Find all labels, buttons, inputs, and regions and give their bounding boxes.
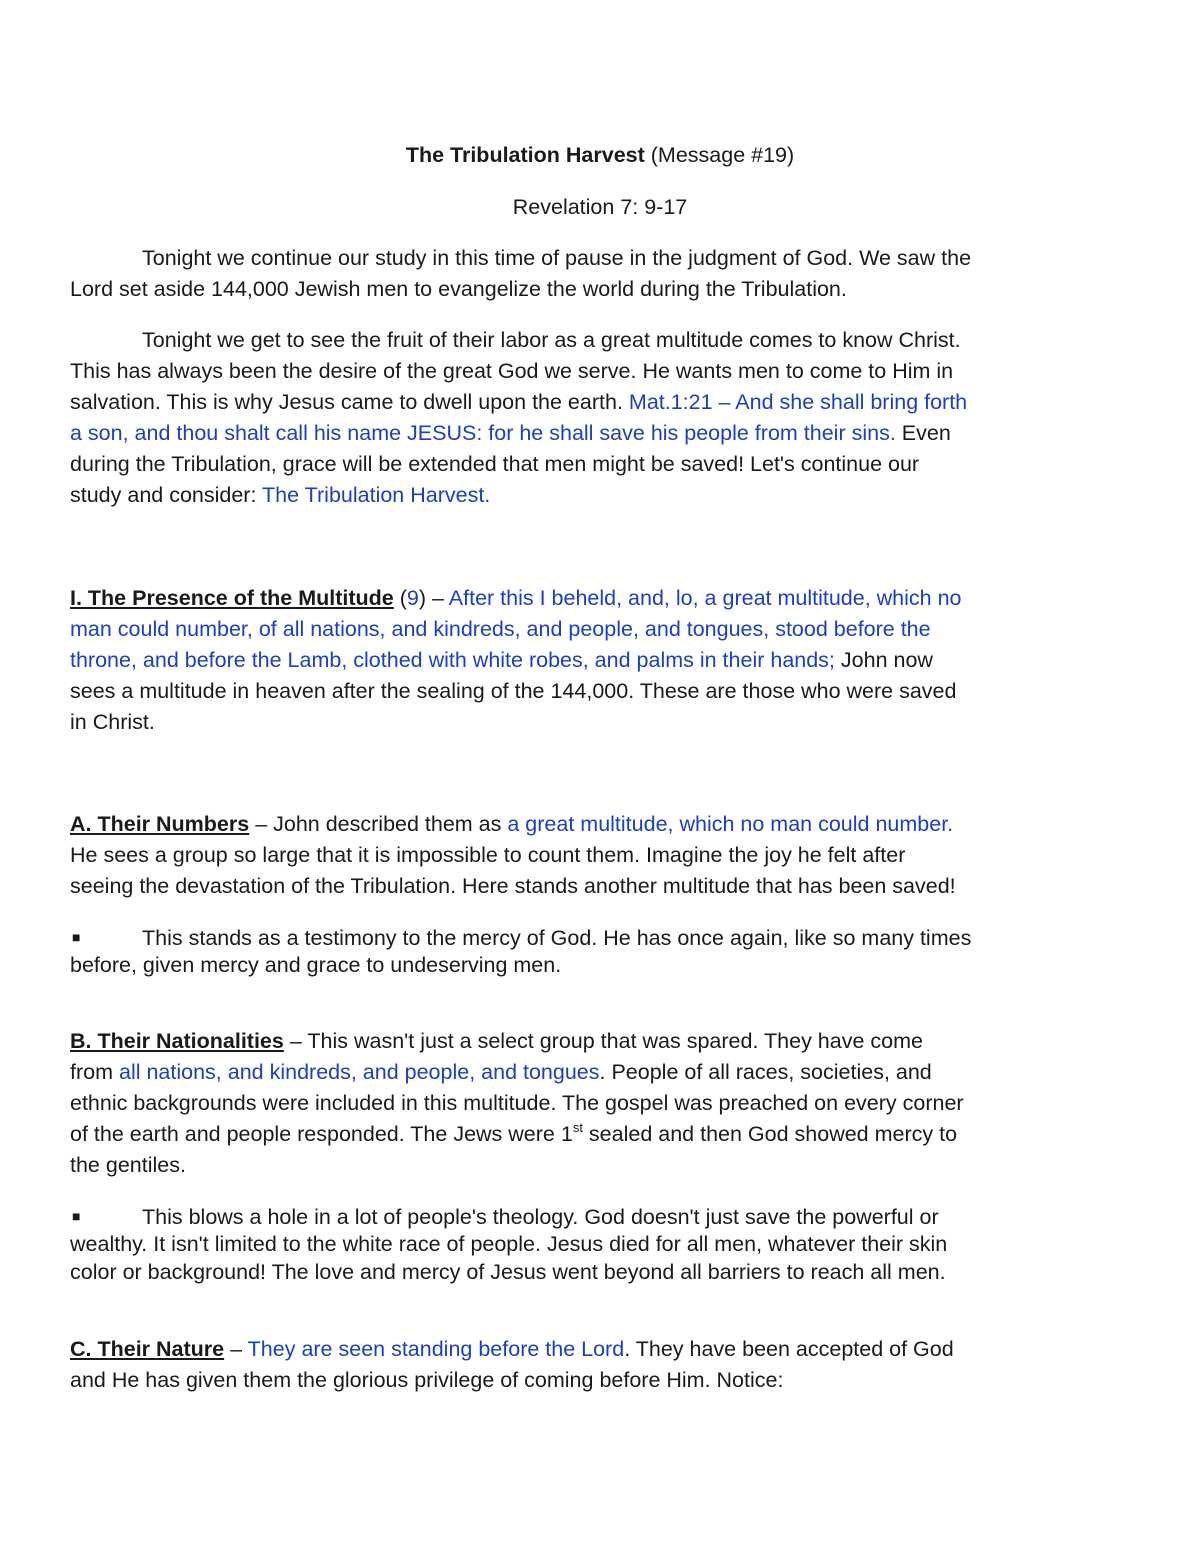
intro-p2-line3	[70, 389, 967, 415]
sectionB-line4	[70, 1121, 957, 1147]
bullet-icon: ■	[72, 929, 81, 945]
sectionC-line1	[70, 1336, 954, 1362]
sectionC-heading: C. Their Nature	[70, 1337, 225, 1361]
sectionB-line2-from: from	[70, 1060, 113, 1084]
section1-dash: –	[432, 586, 444, 610]
section1-line3	[70, 647, 933, 673]
sectionB-bullet-line3: color or background! The love and mercy of Jesus went beyond all barriers to reach all men.	[70, 1260, 946, 1284]
sectionB-heading: B. Their Nationalities	[70, 1029, 284, 1053]
document-title	[0, 142, 1200, 168]
verse-paren-open: (	[399, 586, 407, 610]
verse-paren-close: )	[418, 586, 427, 610]
matthew-verse-end: a son, and thou shalt call his name JESUS: for he shall save his people from their sins.	[70, 421, 896, 445]
sectionB-line4-text-a: of the earth and people responded. The Jews were 1	[70, 1122, 573, 1146]
section1-heading: I. The Presence of the Multitude	[70, 586, 394, 610]
intro-p1-line1: Tonight we continue our study in this time of pause in the judgment of God. We saw the	[142, 246, 972, 270]
title-bold: The Tribulation Harvest	[405, 143, 645, 167]
intro-p2-line4	[70, 420, 951, 446]
intro-p2-line6	[70, 482, 490, 508]
sectionB-line1-text: – This wasn't just a select group that was spared. They have come	[289, 1029, 923, 1053]
section1-verse-line1: After this I beheld, and, lo, a great multitude, which no	[448, 586, 962, 610]
sectionB-bullet-text1: This blows a hole in a lot of people's theology. God doesn't just save the powerful or	[142, 1205, 939, 1229]
sectionA-line1-text: – John described them as	[255, 812, 502, 836]
sectionC-verse: They are seen standing before the Lord	[247, 1337, 625, 1361]
sectionB-line2-text: . People of all races, societies, and	[599, 1060, 932, 1084]
intro-p2-line1: Tonight we get to see the fruit of their labor as a great multitude comes to know Christ.	[142, 328, 961, 352]
sectionB-verse: all nations, and kindreds, and people, and tongues	[118, 1060, 600, 1084]
section1-line3-text: John now	[840, 648, 933, 672]
intro-p2-line3-text: salvation. This is why Jesus came to dwell upon the earth.	[70, 390, 623, 414]
verse-number: 9	[406, 586, 419, 610]
sectionA-verse: a great multitude, which no man could number.	[507, 812, 954, 836]
sectionB-line5: the gentiles.	[70, 1153, 186, 1177]
scripture-reference: Revelation 7: 9-17	[512, 195, 688, 219]
sectionB-bullet-line2: wealthy. It isn't limited to the white race of people. Jesus died for all men, whatever their skin	[70, 1232, 948, 1256]
sectionB-line2	[70, 1059, 932, 1085]
sectionC-line1-text: . They have been accepted of God	[624, 1337, 954, 1361]
sectionA-line2: He sees a group so large that it is impossible to count them. Imagine the joy he felt after	[70, 843, 906, 867]
section1-line4: sees a multitude in heaven after the sealing of the 144,000. These are those who were saved	[70, 679, 957, 703]
sectionA-bullet-line2: before, given mercy and grace to undeserving men.	[70, 953, 562, 977]
intro-p2-line2: This has always been the desire of the great God we serve. He wants men to come to Him in	[70, 359, 954, 383]
section1-verse-line2: man could number, of all nations, and kindreds, and people, and tongues, stood before the	[70, 617, 931, 641]
sectionA-bullet-line1	[70, 924, 971, 951]
sectionC-line2: and He has given them the glorious privilege of coming before Him. Notice:	[70, 1368, 784, 1392]
intro-p1-line2: Lord set aside 144,000 Jewish men to evangelize the world during the Tribulation.	[70, 277, 847, 301]
matthew-verse-start: Mat.1:21 – And she shall bring forth	[628, 390, 968, 414]
title-suffix: (Message #19)	[650, 143, 795, 167]
ordinal-superscript: st	[572, 1120, 583, 1135]
intro-p2-line6-text: study and consider:	[70, 483, 257, 507]
sectionB-bullet-line1	[70, 1203, 939, 1230]
sectionA-line1	[70, 811, 953, 837]
bullet-icon: ■	[72, 1208, 81, 1224]
intro-p2-line4-text: Even	[901, 421, 951, 445]
sermon-title-reference: The Tribulation Harvest.	[262, 483, 491, 507]
section1-line5: in Christ.	[70, 710, 155, 734]
sectionB-line4-text-b: sealed and then God showed mercy to	[588, 1122, 958, 1146]
sectionB-line1	[70, 1028, 923, 1054]
sectionA-bullet-text1: This stands as a testimony to the mercy of God. He has once again, like so many times	[142, 926, 972, 950]
section1-line1	[70, 585, 962, 611]
sectionA-line3: seeing the devastation of the Tribulation. Here stands another multitude that has been saved!	[70, 874, 956, 898]
section1-verse-line3: throne, and before the Lamb, clothed with white robes, and palms in their hands;	[70, 648, 835, 672]
sectionB-line3: ethnic backgrounds were included in this multitude. The gospel was preached on every corner	[70, 1091, 964, 1115]
sectionA-heading: A. Their Numbers	[70, 812, 250, 836]
intro-p2-line5: during the Tribulation, grace will be extended that men might be saved! Let's continue our	[70, 452, 920, 476]
sectionC-dash: –	[230, 1337, 243, 1361]
